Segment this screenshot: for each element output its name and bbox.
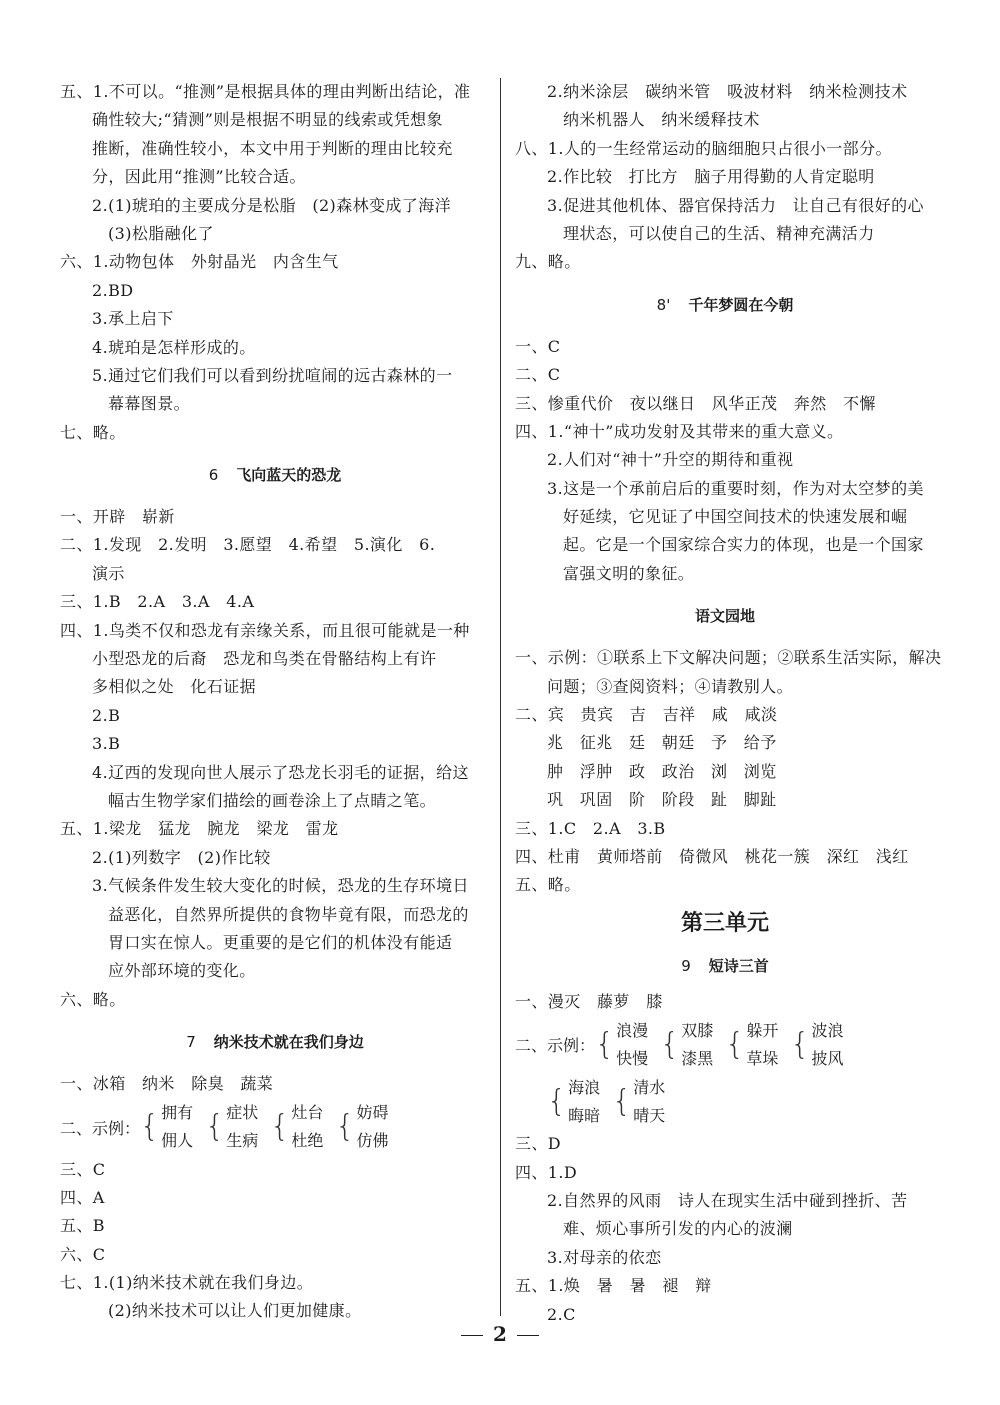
lesson-number: 9 (681, 956, 691, 975)
brace-icon: { (205, 1109, 225, 1144)
answer-line: 理状态，可以使自己的生活、精神充满活力 (563, 223, 875, 243)
pair-word: 妨碍 (356, 1103, 389, 1122)
brace-icon: { (612, 1083, 632, 1119)
brace-icon: { (790, 1026, 810, 1062)
answer-line: 五、1.梁龙 猛龙 腕龙 梁龙 雷龙 (60, 819, 339, 839)
answer-line: 五、1.焕 暑 暑 褪 辩 (515, 1276, 712, 1296)
answer-line: 3.对母亲的依恋 (547, 1247, 662, 1267)
pair-word: 披风 (811, 1048, 844, 1068)
dash-decoration (461, 1335, 483, 1337)
answer-line: 3.气候条件发生较大变化的时候，恐龙的生存环境日 (92, 876, 469, 896)
answer-line: 二、1.发现 2.发明 3.愿望 4.希望 5.演化 6. (60, 535, 436, 555)
answer-line: 肿 浮肿 政 政治 浏 浏览 (547, 761, 777, 781)
answer-line: 五、B (60, 1216, 105, 1236)
answer-line: 益恶化，自然界所提供的食物毕竟有限，而恐龙的 (108, 904, 469, 924)
answer-lead: 二、示例： (515, 1036, 596, 1056)
answer-line: 三、D (515, 1134, 562, 1154)
brace-group-row (515, 1016, 935, 1073)
pair-word: 躲开 (746, 1020, 779, 1040)
dash-decoration (517, 1335, 539, 1337)
answer-line: 八、1.人的一生经常运动的脑细胞只占很小一部分。 (515, 138, 892, 158)
answer-line: 好延续，它见证了中国空间技术的快速发展和崛 (563, 507, 908, 527)
page-number (0, 1322, 1000, 1346)
answer-line: 兆 征兆 廷 朝廷 予 给予 (547, 733, 777, 753)
answer-line: 起。它是一个国家综合实力的体现，也是一个国家 (563, 535, 924, 555)
answer-line: 分，因此用“推测”比较合适。 (92, 167, 306, 187)
garden-answers (515, 644, 942, 900)
pair-word: 清水 (633, 1077, 666, 1097)
brace-icon: { (547, 1083, 567, 1119)
word-pair-group (660, 1017, 713, 1073)
lesson-7-answers (60, 1156, 490, 1326)
brace-group-row (60, 1099, 490, 1156)
pair-word: 症状 (226, 1103, 259, 1122)
answer-line: 六、略。 (60, 989, 126, 1009)
pair-word: 生病 (226, 1131, 259, 1150)
lesson-title: 纳米技术就在我们身边 (213, 1033, 364, 1052)
answer-line: 难、烦心事所引发的内心的波澜 (563, 1219, 793, 1239)
word-pair-group (335, 1099, 388, 1155)
answer-line: 七、1.(1)纳米技术就在我们身边。 (60, 1273, 314, 1293)
answer-line: 2.C (547, 1304, 576, 1324)
word-pair-group (612, 1074, 665, 1130)
answer-line: 2.BD (92, 280, 134, 300)
column-divider (500, 78, 501, 1316)
answer-line: 4.琥珀是怎样形成的。 (92, 337, 256, 357)
answer-line: 演示 (92, 563, 125, 583)
answer-line: 四、1.“神十”成功发射及其带来的重大意义。 (515, 421, 844, 441)
answer-line: 4.辽西的发现向世人展示了恐龙长羽毛的证据，给这 (92, 762, 469, 782)
word-pair-group (547, 1074, 600, 1130)
answer-line: 九、略。 (515, 252, 581, 272)
answer-line: (2)纳米技术可以让人们更加健康。 (108, 1301, 362, 1321)
answer-line: 六、1.动物包体 外射晶光 内含生气 (60, 252, 339, 272)
pair-word: 漆黑 (681, 1048, 714, 1068)
answer-line: 四、A (60, 1187, 105, 1207)
pair-word: 拥有 (161, 1103, 194, 1122)
lesson-8-heading (515, 277, 935, 333)
answer-line: 四、1.D (515, 1162, 578, 1182)
word-pair-group (270, 1099, 323, 1155)
page-number-text: 2 (493, 1322, 507, 1346)
answer-line: 3.承上启下 (92, 309, 174, 329)
pair-word: 仿佛 (356, 1131, 389, 1150)
lesson-6-answers (60, 503, 490, 1014)
pair-word: 快慢 (616, 1048, 649, 1068)
brace-icon: { (270, 1109, 290, 1144)
answer-line: 5.通过它们我们可以看到纷扰喧闹的远古森林的一 (92, 365, 453, 385)
pair-word: 杜绝 (291, 1131, 324, 1150)
lesson-7-heading (60, 1014, 490, 1070)
answer-line: 二、宾 贵宾 吉 吉祥 咸 咸淡 (515, 705, 778, 725)
lesson-title: 千年梦圆在今朝 (688, 295, 794, 314)
brace-group-row (515, 1073, 935, 1130)
answer-line: 六、C (60, 1244, 106, 1264)
lesson-8-answers (515, 333, 935, 589)
pair-word: 晴天 (633, 1105, 666, 1125)
answer-line: 问题；③查阅资料；④请教别人。 (547, 676, 794, 696)
garden-heading (515, 588, 935, 644)
answer-line: 一、开辟 崭新 (60, 507, 175, 527)
answer-line: 3.B (92, 734, 121, 754)
word-pair-group (595, 1017, 648, 1073)
answer-line: 多相似之处 化石证据 (92, 677, 257, 697)
lesson-9-answers (515, 1130, 935, 1329)
answer-line: 三、1.C 2.A 3.B (515, 818, 666, 838)
answer-line: 四、杜甫 黄师塔前 倚微风 桃花一簇 深红 浅红 (515, 846, 909, 866)
answer-line: 确性较大;“猜测”则是根据不明显的线索或凭想象 (92, 110, 443, 130)
answer-line: (3)松脂融化了 (108, 223, 214, 243)
pair-word: 草垛 (746, 1048, 779, 1068)
answer-line: 2.(1)琥珀的主要成分是松脂 (2)森林变成了海洋 (92, 195, 451, 215)
left-column (60, 78, 490, 1326)
lesson-title: 飞向蓝天的恐龙 (236, 466, 342, 485)
answer-line: 2.(1)列数字 (2)作比较 (92, 847, 271, 867)
answer-line: 2.自然界的风雨 诗人在现实生活中碰到挫折、苦 (547, 1190, 908, 1210)
answer-line: 胃口实在惊人。更重要的是它们的机体没有能适 (108, 932, 453, 952)
lesson-number: 8' (656, 295, 671, 314)
answer-line: 七、略。 (60, 422, 126, 442)
answer-line: 一、C (515, 336, 561, 356)
brace-icon: { (660, 1026, 680, 1062)
lesson-number: 6 (208, 466, 219, 485)
answer-line: 一、冰箱 纳米 除臭 蔬菜 (60, 1074, 274, 1094)
word-pair-group (790, 1017, 843, 1073)
brace-icon: { (595, 1026, 615, 1062)
pair-word: 海浪 (568, 1077, 601, 1097)
pair-word: 浪漫 (616, 1020, 649, 1040)
answer-line: 五、1.不可以。“推测”是根据具体的理由判断出结论，准 (60, 82, 471, 101)
answer-line: 2.纳米涂层 碳纳米管 吸波材料 纳米检测技术 (547, 82, 908, 101)
lesson-title: 短诗三首 (708, 956, 769, 975)
answer-line: 2.人们对“神十”升空的期待和重视 (547, 450, 794, 470)
brace-icon: { (140, 1109, 160, 1144)
word-pair-group (205, 1099, 258, 1155)
word-pair-group (140, 1099, 193, 1155)
answer-line: 3.这是一个承前启后的重要时刻，作为对太空梦的美 (547, 478, 924, 498)
right-column (515, 78, 942, 1329)
answer-line: 一、示例：①联系上下文解决问题；②联系生活实际，解决 (515, 648, 942, 668)
answer-line: 三、C (60, 1159, 106, 1179)
answer-line: 一、漫灭 藤萝 膝 (515, 991, 663, 1011)
unit-title: 第三单元 (680, 910, 769, 936)
pair-word: 佣人 (161, 1131, 194, 1150)
answer-line: 四、1.鸟类不仅和恐龙有亲缘关系，而且很可能就是一种 (60, 620, 470, 640)
left-top-answers (60, 78, 490, 447)
answer-line: 巩 巩固 阶 阶段 趾 脚趾 (547, 790, 777, 810)
answer-line: 幅古生物学家们描绘的画卷涂上了点睛之笔。 (108, 790, 437, 810)
lesson-9-heading (515, 944, 935, 988)
lesson-6-heading (60, 447, 490, 503)
word-pair-group (725, 1017, 778, 1073)
answer-line: 富强文明的象征。 (563, 563, 695, 583)
lesson-number: 7 (186, 1033, 196, 1052)
answer-line: 2.作比较 打比方 脑子用得勤的人肯定聪明 (547, 167, 875, 187)
pair-word: 灶台 (291, 1103, 324, 1122)
answer-line: 小型恐龙的后裔 恐龙和鸟类在骨骼结构上有许 (92, 649, 437, 669)
answer-line: 五、略。 (515, 875, 581, 895)
right-top-answers (515, 78, 935, 277)
answer-line: 纳米机器人 纳米缓释技术 (563, 110, 760, 130)
answer-line: 三、惨重代价 夜以继日 风华正茂 奔然 不懈 (515, 393, 876, 413)
section-title: 语文园地 (694, 607, 755, 626)
pair-word: 波浪 (811, 1020, 844, 1040)
pair-word: 双膝 (681, 1020, 714, 1040)
answer-line: 推断，准确性较小，本文中用于判断的理由比较充 (92, 138, 453, 158)
brace-icon: { (725, 1026, 745, 1062)
answer-line: 幕幕图景。 (108, 394, 191, 414)
brace-icon: { (335, 1109, 355, 1144)
answer-line: 2.B (92, 705, 121, 725)
answer-line: 应外部环境的变化。 (108, 961, 256, 981)
answer-line: 3.促进其他机体、器官保持活力 让自己有很好的心 (547, 195, 924, 215)
answer-line: 二、C (515, 365, 561, 385)
answer-lead: 二、示例： (60, 1118, 141, 1138)
pair-word: 晦暗 (568, 1105, 601, 1125)
answer-line: 三、1.B 2.A 3.A 4.A (60, 592, 255, 612)
